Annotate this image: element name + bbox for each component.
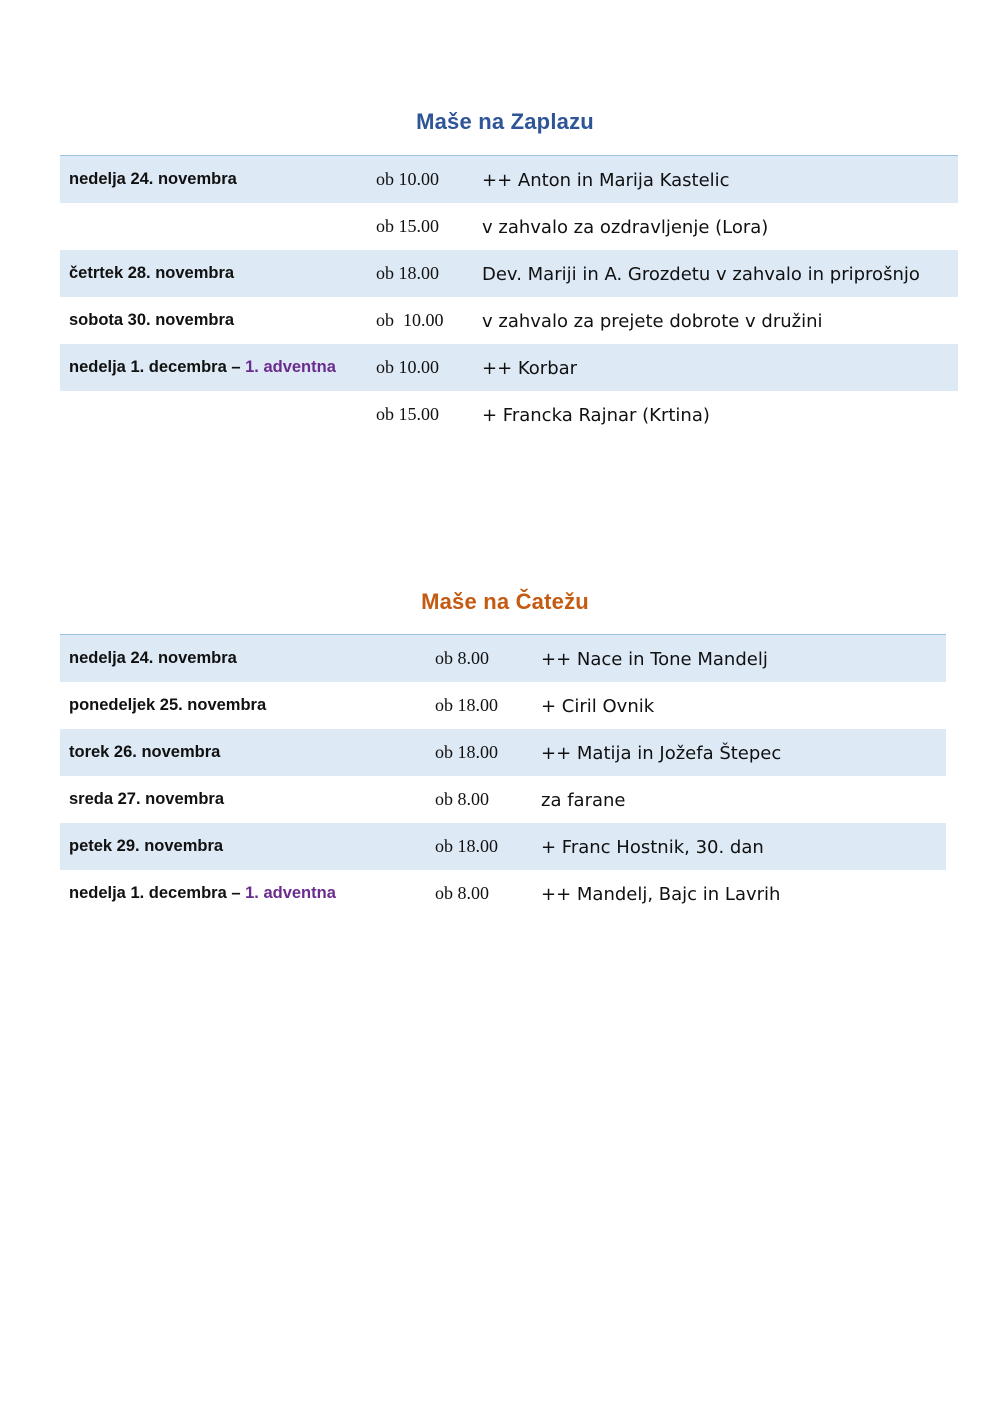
day-cell: nedelja 24. novembra: [69, 170, 237, 188]
table-row: [60, 250, 958, 297]
intention-cell: ++ Korbar: [482, 358, 578, 379]
table-row: [60, 297, 958, 344]
time-cell: ob 18.00: [376, 263, 439, 283]
intention-cell: Dev. Mariji in A. Grozdetu v zahvalo in priprošnjo: [482, 264, 920, 285]
table-row: [60, 870, 946, 917]
advent-label: 1. adventna: [245, 358, 336, 376]
table-row: [60, 729, 946, 776]
time-cell: ob 18.00: [435, 836, 498, 856]
intention-cell: v zahvalo za prejete dobrote v družini: [482, 311, 823, 332]
table-row: [60, 776, 946, 823]
time-cell: ob 8.00: [435, 789, 489, 809]
time-cell: ob 18.00: [435, 742, 498, 762]
day-cell: četrtek 28. novembra: [69, 264, 235, 282]
section-title-zaplaz: Maše na Zaplazu: [416, 109, 594, 134]
intention-cell: v zahvalo za ozdravljenje (Lora): [482, 217, 769, 238]
intention-cell: + Francka Rajnar (Krtina): [482, 405, 710, 426]
day-cell: ponedeljek 25. novembra: [69, 696, 267, 714]
advent-label: 1. adventna: [245, 884, 336, 902]
intention-cell: + Franc Hostnik, 30. dan: [541, 837, 764, 858]
day-cell: torek 26. novembra: [69, 743, 221, 761]
intention-cell: ++ Anton in Marija Kastelic: [482, 170, 730, 191]
intention-cell: + Ciril Ovnik: [541, 696, 655, 717]
day-cell: nedelja 1. decembra – 1. adventna: [69, 884, 336, 902]
table-row: [60, 156, 958, 203]
intention-cell: ++ Matija in Jožefa Štepec: [541, 743, 782, 764]
mass-schedule-catez: [60, 634, 946, 917]
time-cell: ob 10.00: [376, 169, 439, 189]
day-cell: sreda 27. novembra: [69, 790, 224, 808]
time-cell: ob 15.00: [376, 216, 439, 236]
time-cell: ob 10.00: [376, 310, 444, 330]
time-cell: ob 8.00: [435, 648, 489, 668]
section-title-catez: Maše na Čatežu: [421, 589, 589, 614]
time-cell: ob 15.00: [376, 404, 439, 424]
intention-cell: ++ Mandelj, Bajc in Lavrih: [541, 884, 781, 905]
day-cell: petek 29. novembra: [69, 837, 224, 855]
intention-cell: za farane: [541, 790, 626, 811]
table-row: [60, 391, 958, 438]
intention-cell: ++ Nace in Tone Mandelj: [541, 649, 768, 670]
day-cell: nedelja 1. decembra – 1. adventna: [69, 358, 336, 376]
time-cell: ob 18.00: [435, 695, 498, 715]
day-cell: sobota 30. novembra: [69, 311, 235, 329]
table-row: [60, 203, 958, 250]
table-row: [60, 823, 946, 870]
time-cell: ob 8.00: [435, 883, 489, 903]
table-row: [60, 635, 946, 682]
mass-schedule-zaplaz: [60, 155, 958, 438]
table-row: [60, 344, 958, 391]
time-cell: ob 10.00: [376, 357, 439, 377]
day-cell: nedelja 24. novembra: [69, 649, 237, 667]
table-row: [60, 682, 946, 729]
